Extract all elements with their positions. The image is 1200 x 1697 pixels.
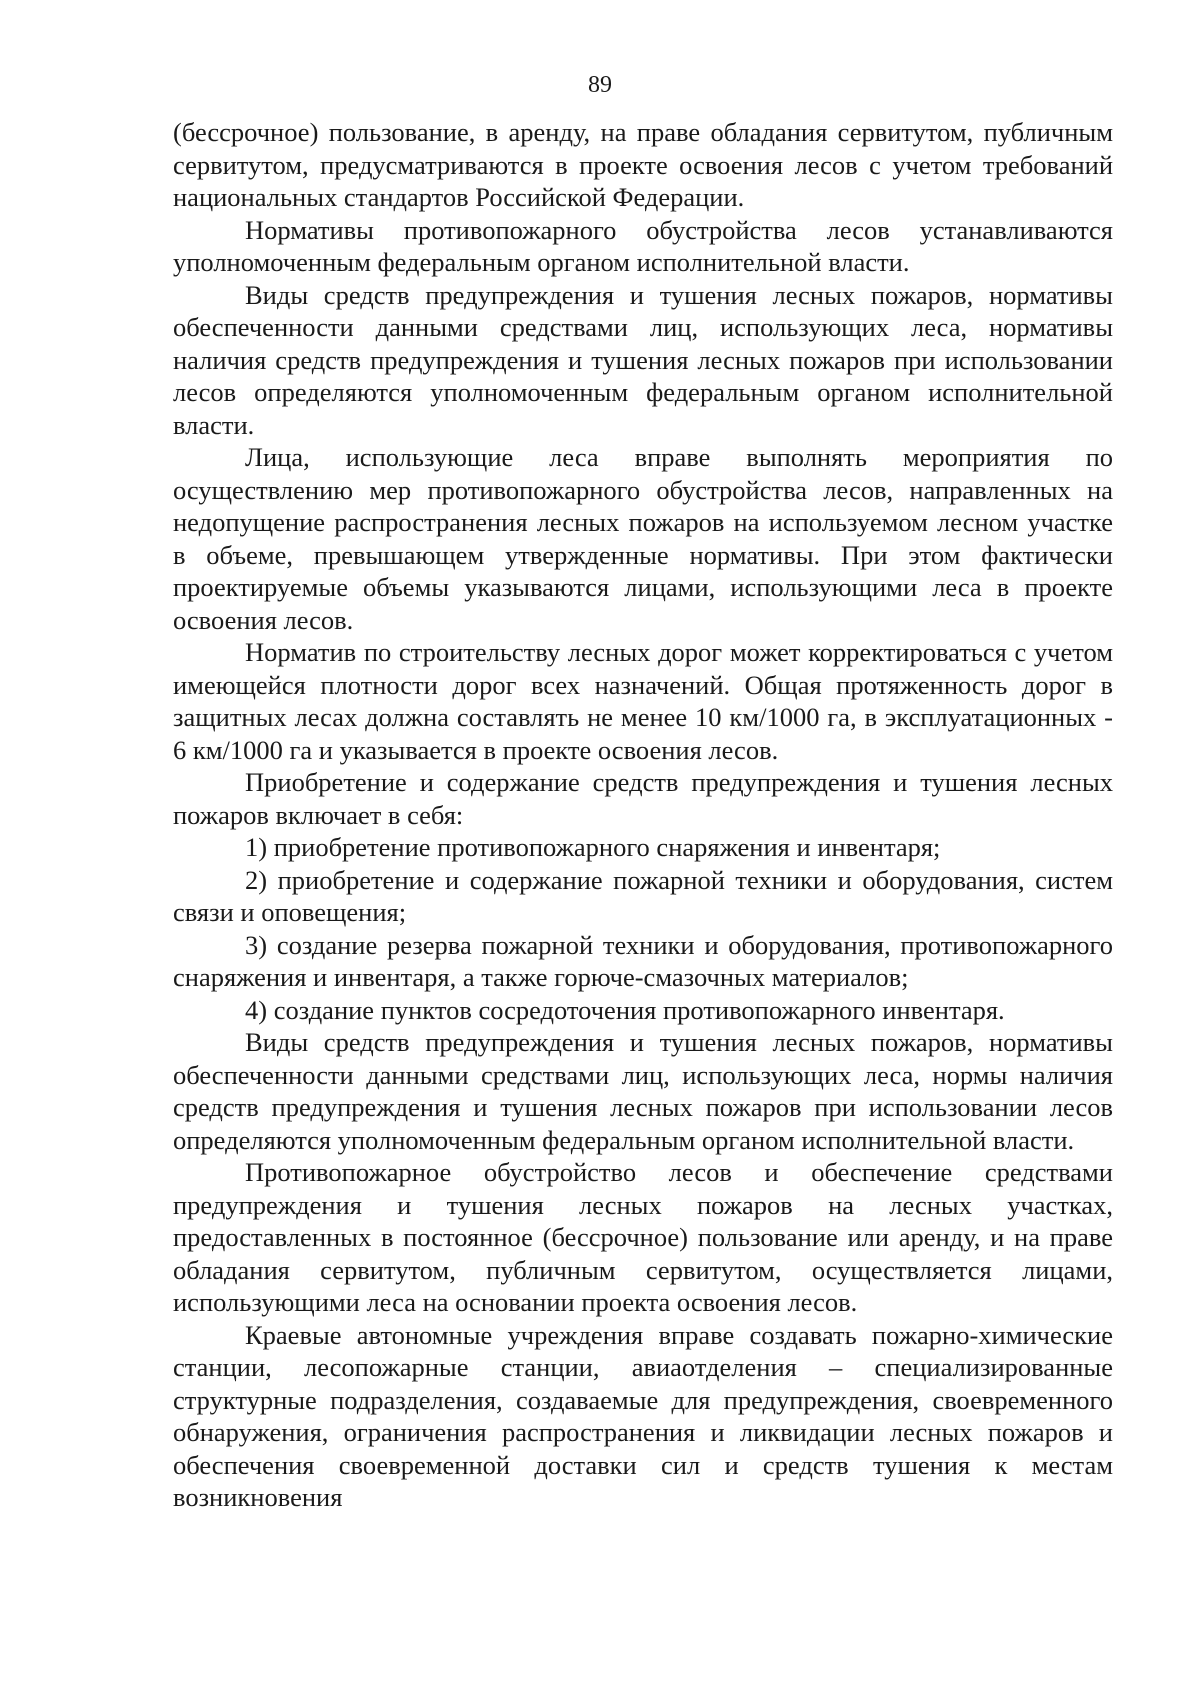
paragraph-forest-users: Лица, использующие леса вправе выполнять мероприятия по осуществлению мер противопожарного обустройства лесов, направленных на недопущение распространения лесных пожаров на используемом лесном участке в объеме, превышающем утвержденные нормативы. При этом фактически проектируемые объемы указываются лицами, использующими леса в проекте освоения лесов.	[173, 442, 1113, 635]
list-item-3: 3) создание резерва пожарной техники и оборудования, противопожарного снаряжения и инвентаря, а также горюче-смазочных материалов;	[173, 929, 1113, 992]
paragraph-autonomous-institutions: Краевые автономные учреждения вправе создавать пожарно-химические станции, лесопожарные станции, авиаотделения – специализированные структурные подразделения, создаваемые для предупреждения, своевременного обнаружения, ограничения распространения и ликвидации лесных пожаров и обеспечения своевременной доставки сил и средств тушения к местам возникновения	[173, 1319, 1113, 1512]
list-item-2: 2) приобретение и содержание пожарной техники и оборудования, систем связи и оповещения;	[173, 864, 1113, 927]
paragraph-continuation: (бессрочное) пользование, в аренду, на праве обладания сервитутом, публичным сервитутом, предусматриваются в проекте освоения лесов с учетом требований национальных стандартов Российской Федерации.	[173, 117, 1113, 212]
paragraph-acquisition: Приобретение и содержание средств предупреждения и тушения лесных пожаров включает в себя:	[173, 767, 1113, 830]
paragraph-means-types-repeat: Виды средств предупреждения и тушения лесных пожаров, нормативы обеспеченности данными средствами лиц, использующих леса, нормы наличия средств предупреждения и тушения лесных пожаров при использовании лесов определяются уполномоченным федеральным органом исполнительной власти.	[173, 1027, 1113, 1155]
paragraph-means-types: Виды средств предупреждения и тушения лесных пожаров, нормативы обеспеченности данными средствами лиц, использующих леса, нормативы наличия средств предупреждения и тушения лесных пожаров при использовании лесов определяются уполномоченным федеральным органом исполнительной власти.	[173, 279, 1113, 440]
list-item-4: 4) создание пунктов сосредоточения противопожарного инвентаря.	[245, 994, 1005, 1025]
list-item-1: 1) приобретение противопожарного снаряжения и инвентаря;	[245, 832, 941, 862]
paragraph-fire-standards: Нормативы противопожарного обустройства лесов устанавливаются уполномоченным федеральным органом исполнительной власти.	[173, 214, 1113, 277]
paragraph-fire-arrangement: Противопожарное обустройство лесов и обеспечение средствами предупреждения и тушения лесных пожаров на лесных участках, предоставленных в постоянное (бессрочное) пользование или аренду, и на праве обладания сервитутом, публичным сервитутом, осуществляется лицами, использующими леса на основании проекта освоения лесов.	[173, 1157, 1113, 1317]
document-body	[173, 116, 1113, 1514]
page-number: 89	[588, 72, 612, 98]
paragraph-road-standard: Норматив по строительству лесных дорог может корректироваться с учетом имеющейся плотности дорог всех назначений. Общая протяженность дорог в защитных лесах должна составлять не менее 10 км/1000 га, в эксплуатационных - 6 км/1000 га и указывается в проекте освоения лесов.	[173, 637, 1113, 765]
